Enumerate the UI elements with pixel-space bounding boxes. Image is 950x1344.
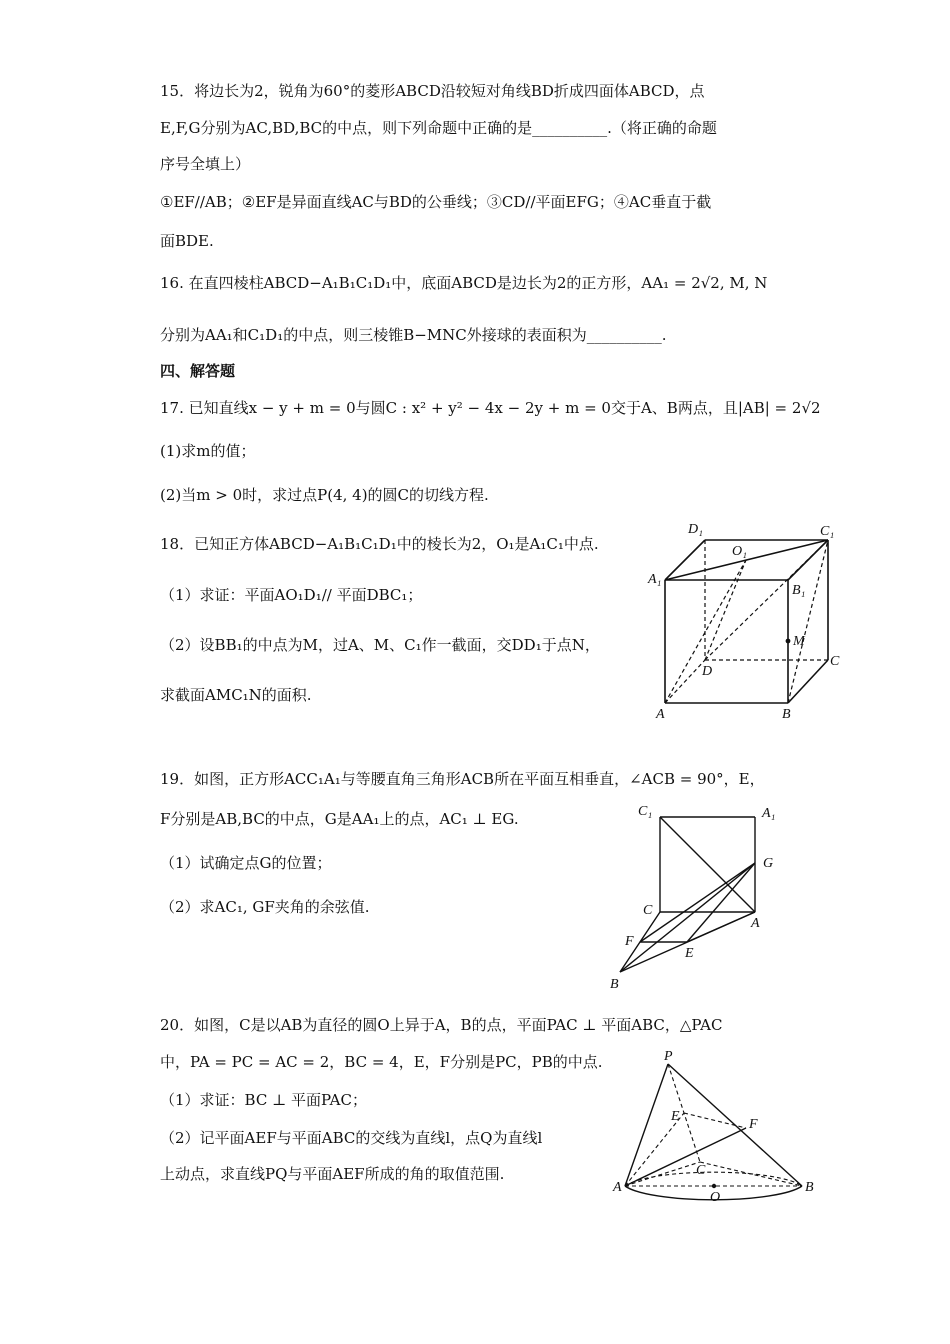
q18-line3: （2）设BB₁的中点为M，过A、M、C₁作一截面，交DD₁于点N， [160, 636, 600, 654]
q15-line1: 15．将边长为2，锐角为60°的菱形ABCD沿较短对角线BD折成四面体ABCD，点 [160, 82, 705, 100]
section-heading: 四、解答题 [160, 362, 236, 380]
label-C: C [830, 654, 840, 669]
circle-pyramid-figure [610, 1048, 825, 1208]
q20-line3: （1）求证：BC ⊥ 平面PAC； [160, 1091, 367, 1109]
cube-figure [640, 515, 850, 725]
q15-line5: 面BDE. [160, 232, 214, 250]
label-E: E [685, 946, 694, 961]
q17-line2: (1)求m的值； [160, 442, 256, 460]
label-A: A [613, 1180, 622, 1195]
q20-line1: 20．如图，C是以AB为直径的圆O上异于A，B的点，平面PAC ⊥ 平面ABC，△PAC [160, 1016, 723, 1034]
q15-line3: 序号全填上） [160, 155, 251, 173]
label-P: P [664, 1049, 673, 1064]
label-F: F [749, 1117, 758, 1132]
q18-line1: 18．已知正方体ABCD−A₁B₁C₁D₁中的棱长为2，O₁是A₁C₁中点. [160, 535, 599, 553]
square-triangle-figure [605, 795, 805, 1000]
q15-line4: ①EF//AB；②EF是异面直线AC与BD的公垂线；③CD//平面EFG；④AC垂直于截 [160, 193, 712, 211]
label-B: B [805, 1180, 814, 1195]
q20-line5: 上动点，求直线PQ与平面AEF所成的角的取值范围. [160, 1165, 505, 1183]
q15-line2: E,F,G分别为AC,BD,BC的中点，则下列命题中正确的是__________.（将正确的命题 [160, 119, 717, 137]
q19-line2: F分别是AB,BC的中点，G是AA₁上的点，AC₁ ⊥ EG. [160, 810, 519, 828]
label-O: O [710, 1190, 721, 1205]
label-B: B [610, 977, 619, 992]
label-A: A [656, 707, 665, 722]
label-G: G [763, 856, 774, 871]
q16-line2: 分别为AA₁和C₁D₁的中点，则三棱锥B−MNC外接球的表面积为__________. [160, 326, 667, 344]
label-F: F [625, 934, 634, 949]
label-O1: O₁ [732, 544, 747, 559]
label-A1: A₁ [648, 572, 662, 587]
q16-line1: 16. 在直四棱柱ABCD−A₁B₁C₁D₁中，底面ABCD是边长为2的正方形，AA₁ = 2√2, M, N [160, 274, 768, 292]
label-E: E [671, 1109, 680, 1124]
label-B: B [782, 707, 791, 722]
label-D: D [702, 664, 713, 679]
label-A1: A₁ [762, 806, 776, 821]
q19-line3: （1）试确定点G的位置； [160, 854, 332, 872]
q19-line4: （2）求AC₁, GF夹角的余弦值. [160, 898, 370, 916]
label-B1: B₁ [792, 583, 806, 598]
q19-line1: 19．如图，正方形ACC₁A₁与等腰直角三角形ACB所在平面互相垂直，∠ACB = 90°，E， [160, 770, 765, 788]
q18-line4: 求截面AMC₁N的面积. [160, 686, 312, 704]
label-C: C [643, 903, 653, 918]
q20-line2: 中，PA = PC = AC = 2，BC = 4，E，F分别是PC，PB的中点. [160, 1053, 603, 1071]
label-M: M [793, 634, 805, 649]
label-C1: C₁ [820, 524, 835, 539]
q18-line2: （1）求证：平面AO₁D₁// 平面DBC₁； [160, 586, 423, 604]
q20-line4: （2）记平面AEF与平面ABC的交线为直线l，点Q为直线l [160, 1129, 543, 1147]
q17-line3: (2)当m > 0时，求过点P(4, 4)的圆C的切线方程. [160, 486, 489, 504]
q17-line1: 17. 已知直线x − y + m = 0与圆C : x² + y² − 4x − 2y + m = 0交于A、B两点，且|AB| = 2√2 [160, 399, 821, 417]
label-C: C [696, 1163, 706, 1178]
label-A: A [751, 916, 760, 931]
label-D1: D₁ [688, 522, 703, 537]
label-C1: C₁ [638, 804, 653, 819]
